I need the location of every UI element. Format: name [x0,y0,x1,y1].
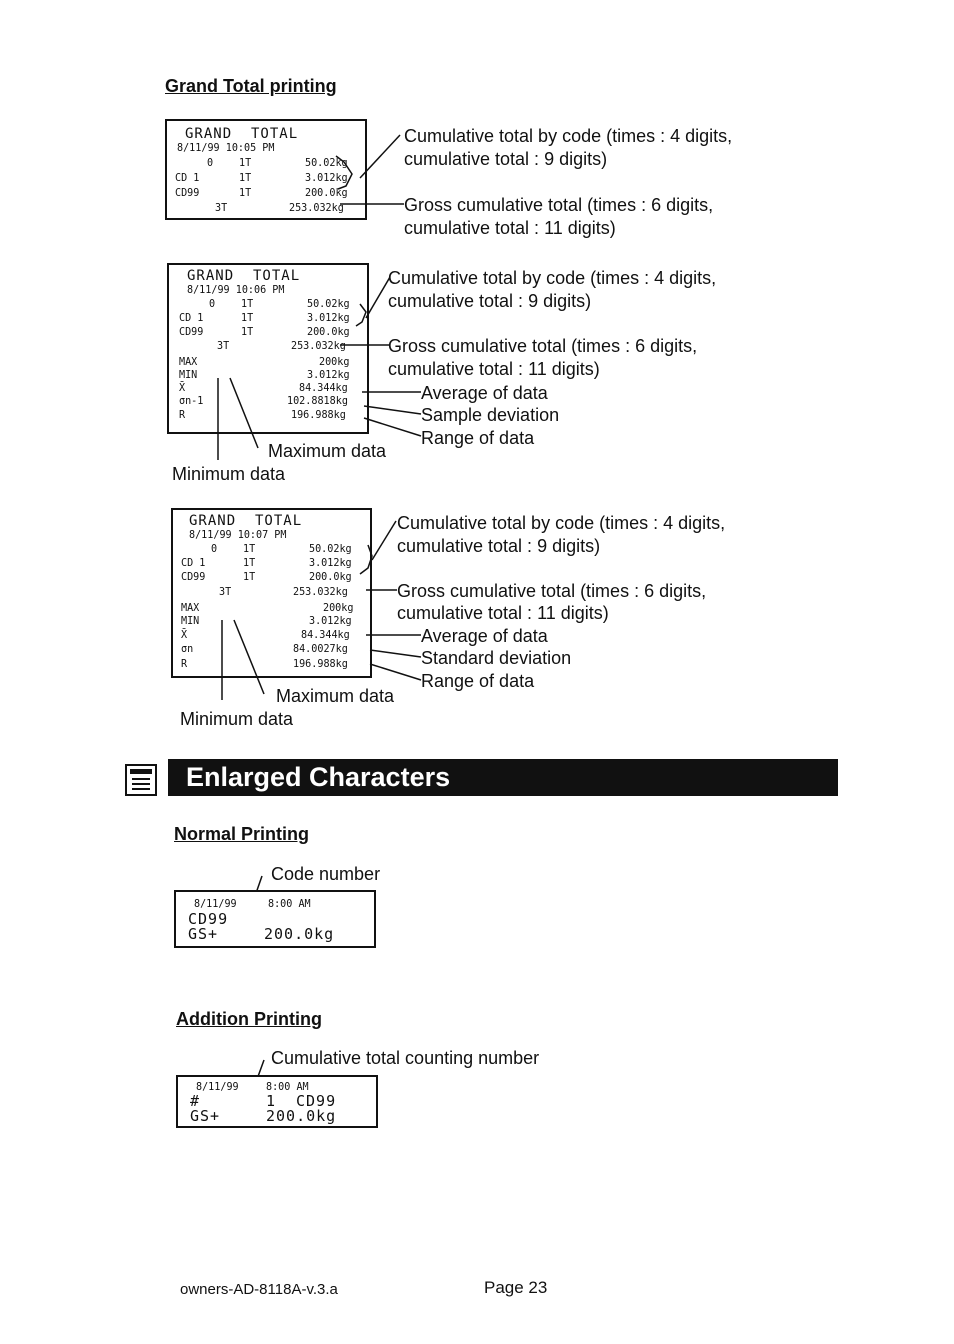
annotation-gross-total-digits: cumulative total : 11 digits) [404,218,616,238]
section-heading-addition-printing: Addition Printing [176,1009,322,1029]
stat-label-deviation: σn [181,642,194,655]
row-code: CD99 [181,570,206,583]
row-code: CD 1 [175,171,200,184]
row-count: 1T [239,156,252,169]
stat-value-min: 3.012kg [309,614,352,627]
total-count: 3T [219,585,232,598]
row-code: 0 [211,542,218,555]
annotation-minimum: Minimum data [180,709,294,729]
receipt-date: 8/11/99 10:07 PM [189,528,287,541]
receipt-time: 8:00 AM [266,1080,309,1093]
normal-printing-receipt [174,890,376,948]
total-value: 253.032kg [289,201,344,214]
receipt-title: GRAND TOTAL [189,513,303,529]
row-value: 50.02kg [307,297,350,310]
annotation-code-total-digits: cumulative total : 9 digits) [397,536,601,556]
annotation-gross-total: Gross cumulative total (times : 6 digits, [397,581,707,601]
annotation-code-total-digits: cumulative total : 9 digits) [404,149,608,169]
row-value: 3.012kg [305,171,348,184]
row-count: 1T [239,171,252,184]
row-count: 1T [239,186,252,199]
stat-value-deviation: 84.0027kg [293,642,348,655]
annotation-gross-total-digits: cumulative total : 11 digits) [388,359,600,379]
stat-label-max: MAX [181,601,200,614]
stat-value-min: 3.012kg [307,368,350,381]
stat-label-range: R [181,657,188,670]
section-heading-normal-printing: Normal Printing [174,824,310,844]
total-value: 253.032kg [291,339,346,352]
stat-value-average: 84.344kg [299,381,348,394]
section-heading-grand-total: Grand Total printing [165,76,337,96]
receipt-gs-value: 200.0kg [264,925,335,943]
annotation-code-total: Cumulative total by code (times : 4 digits, [404,126,733,146]
stat-label-average: X̄ [181,628,188,641]
stat-label-range: R [179,408,186,421]
row-code: 0 [209,297,216,310]
stat-value-average: 84.344kg [301,628,350,641]
total-count: 3T [217,339,230,352]
row-value: 3.012kg [309,556,352,569]
stat-value-range: 196.988kg [291,408,346,421]
receipt-hash: # [190,1092,201,1110]
row-count: 1T [241,325,254,338]
printer-icon-svg [127,766,155,794]
row-value: 200.0kg [307,325,350,338]
receipt-code: CD99 [188,910,229,928]
row-value: 200.0kg [309,570,352,583]
receipt-date: 8/11/99 10:05 PM [177,141,275,154]
receipt-code: CD99 [296,1092,337,1110]
total-count: 3T [215,201,228,214]
total-value: 253.032kg [293,585,348,598]
stat-value-range: 196.988kg [293,657,348,670]
row-value: 50.02kg [305,156,348,169]
receipt-gs-label: GS+ [190,1107,221,1125]
annotation-average: Average of data [421,626,548,646]
annotation-range: Range of data [421,671,535,691]
annotation-deviation: Sample deviation [421,405,560,425]
annotation-maximum: Maximum data [276,686,395,706]
stat-label-average: X̄ [179,381,186,394]
section-banner-enlarged [168,759,838,796]
stat-label-min: MIN [181,614,200,627]
annotation-code-number: Code number [271,864,381,884]
printer-icon [125,764,157,796]
receipt-title: GRAND TOTAL [185,126,299,142]
annotation-code-total-digits: cumulative total : 9 digits) [388,291,592,311]
addition-printing-receipt [176,1075,378,1128]
receipt-date: 8/11/99 [194,897,237,910]
receipt-date: 8/11/99 [196,1080,239,1093]
row-code: 0 [207,156,214,169]
stat-label-max: MAX [179,355,198,368]
annotation-maximum: Maximum data [268,441,387,461]
annotation-average: Average of data [421,383,548,403]
row-count: 1T [243,570,256,583]
row-count: 1T [241,297,254,310]
row-count: 1T [243,556,256,569]
stat-value-max: 200kg [319,355,350,368]
row-code: CD99 [175,186,200,199]
row-value: 200.0kg [305,186,348,199]
annotation-gross-total: Gross cumulative total (times : 6 digits, [388,336,698,356]
row-value: 3.012kg [307,311,350,324]
annotation-deviation: Standard deviation [421,648,572,668]
annotation-gross-total-digits: cumulative total : 11 digits) [397,603,609,623]
receipt-gs-value: 200.0kg [266,1107,337,1125]
receipt-gs-label: GS+ [188,925,219,943]
row-code: CD 1 [181,556,206,569]
row-count: 1T [241,311,254,324]
banner-title: Enlarged Characters [186,762,451,792]
annotation-range: Range of data [421,428,535,448]
annotation-code-total: Cumulative total by code (times : 4 digits, [388,268,717,288]
annotation-gross-total: Gross cumulative total (times : 6 digits, [404,195,714,215]
stat-label-deviation: σn-1 [179,394,204,407]
receipt-count: 1 [266,1092,277,1110]
receipt-time: 8:00 AM [268,897,311,910]
row-value: 50.02kg [309,542,352,555]
annotation-cumulative-count: Cumulative total counting number [271,1048,540,1068]
row-count: 1T [243,542,256,555]
footer-page-number: Page 23 [484,1278,548,1297]
annotation-minimum: Minimum data [172,464,286,484]
row-code: CD 1 [179,311,204,324]
receipt-title: GRAND TOTAL [187,268,301,284]
receipt-date: 8/11/99 10:06 PM [187,283,285,296]
row-code: CD99 [179,325,204,338]
footer-doc-id: owners-AD-8118A-v.3.a [180,1281,338,1298]
stat-value-max: 200kg [323,601,354,614]
stat-label-min: MIN [179,368,198,381]
annotation-code-total: Cumulative total by code (times : 4 digits, [397,513,726,533]
stat-value-deviation: 102.8818kg [287,394,348,407]
